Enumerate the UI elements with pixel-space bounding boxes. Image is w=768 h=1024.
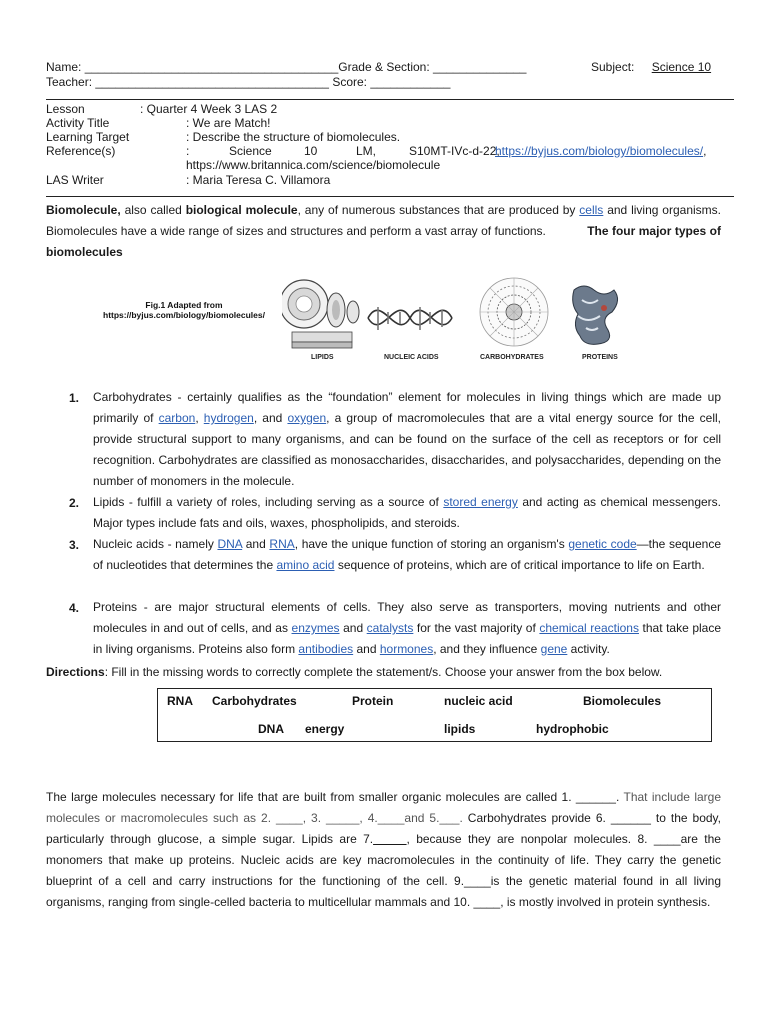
word-protein: Protein <box>352 694 394 708</box>
reference-word-3: LM, <box>356 144 377 158</box>
item4-text-d: that take place in living organisms. Proteins also form <box>93 621 722 656</box>
lesson-value: : Quarter 4 Week 3 LAS 2 <box>140 102 278 116</box>
figure-caption-line-1: Fig.1 Adapted from <box>145 300 223 310</box>
word-rna: RNA <box>167 694 193 708</box>
exercise-s2: That include large molecules or macromolecules such as 2. ____, 3. _____, 4.____and 5.___. <box>46 790 722 825</box>
byjus-link[interactable]: https://byjus.com/biology/biomolecules/ <box>495 144 704 158</box>
label-nucleic-acids: NUCLEIC ACIDS <box>384 354 439 361</box>
intro-text-2: , any of numerous substances that are produced by <box>297 203 580 217</box>
word-lipids: lipids <box>444 722 476 736</box>
item2-text-b: and acting as chemical messengers. Major types include fats and oils, waxes, phospholipids, and steroids. <box>93 495 721 530</box>
dna-link[interactable]: DNA <box>217 537 243 551</box>
reference-word-1: Science <box>229 144 272 158</box>
antibodies-link[interactable]: antibodies <box>298 642 354 656</box>
lesson-label: Lesson <box>46 102 85 116</box>
name-line <box>46 60 526 74</box>
word-hydrophobic: hydrophobic <box>536 722 609 736</box>
item4-text-e: and <box>353 642 380 656</box>
item3-text-b: and <box>242 537 270 551</box>
genetic-code-link[interactable]: genetic code <box>568 537 637 551</box>
amino-acid-link[interactable]: amino acid <box>276 558 335 572</box>
intro-bold: biological molecule <box>185 203 298 217</box>
item3-text-c: , have the unique function of storing an organism's <box>294 537 569 551</box>
rna-link[interactable]: RNA <box>269 537 295 551</box>
item3-text-d: —the sequence of nucleotides that determines the <box>93 537 722 572</box>
teacher-blank[interactable]: ___________________________________ <box>95 75 329 89</box>
teacher-label: Teacher: <box>46 75 93 89</box>
intro-term: Biomolecule, <box>46 203 121 217</box>
divider-top <box>46 99 734 100</box>
carbohydrates-illustration <box>480 278 548 346</box>
list-item-lipids <box>93 492 721 534</box>
target-label: Learning Target <box>46 130 130 144</box>
activity-label: Activity Title <box>46 116 110 130</box>
carbon-link[interactable]: carbon <box>158 411 196 425</box>
subject-value: Science 10 <box>651 60 712 74</box>
blank-7[interactable]: _____ <box>373 832 407 846</box>
grade-blank[interactable]: ______________ <box>433 60 527 74</box>
word-dna: DNA <box>258 722 284 736</box>
chemical-reactions-link[interactable]: chemical reactions <box>539 621 639 635</box>
word-energy: energy <box>305 722 345 736</box>
figure-caption-line-2: https://byjus.com/biology/biomolecules/ <box>103 310 265 320</box>
cells-link[interactable]: cells <box>579 203 604 217</box>
item4-text-f: , and they influence <box>433 642 541 656</box>
item4-text-c: for the vast majority of <box>413 621 540 635</box>
reference-line-2: https://www.britannica.com/science/biomolecule <box>186 158 441 172</box>
hydrogen-link[interactable]: hydrogen <box>203 411 254 425</box>
name-label: Name: <box>46 60 82 74</box>
list-number-1: 1. <box>69 391 80 405</box>
list-number-4: 4. <box>69 601 80 615</box>
list-item-proteins <box>93 597 721 660</box>
writer-value: : Maria Teresa C. Villamora <box>186 173 331 187</box>
item3-text-a: Nucleic acids - namely <box>93 537 218 551</box>
intro-paragraph <box>46 200 721 263</box>
exercise-s1: The large molecules necessary for life that are built from smaller organic molecules are called 1. ______. <box>46 790 624 804</box>
lipids-illustration <box>282 280 359 348</box>
score-label: Score: <box>332 75 367 89</box>
intro-four-types: The four major types of biomolecules <box>46 224 721 259</box>
list-item-carbohydrates <box>93 387 721 492</box>
list-number-3: 3. <box>69 538 80 552</box>
label-carbohydrates: CARBOHYDRATES <box>480 354 544 361</box>
directions-label: Directions <box>46 665 105 679</box>
subject-line <box>591 60 711 74</box>
intro-text-1: also called <box>120 203 186 217</box>
reference-comma: , <box>703 144 707 158</box>
item1-text-b: , <box>195 411 204 425</box>
word-biomolecules: Biomolecules <box>583 694 662 708</box>
list-item-nucleic-acids <box>93 534 721 576</box>
hormones-link[interactable]: hormones <box>379 642 434 656</box>
exercise-s3: Carbohydrates provide 6. ______ to the body, particularly through glucose, a simple sugar. Lipids are 7. <box>46 811 722 846</box>
item1-text-d: , a group of macromolecules that are a vital energy source for the cell, provide structural support to many organisms, and can be found on the surface of the cell as receptors or for cell recognition. Carbohydrates are classified as monosaccharides, disaccharides, and polysaccharides, depending on the number of monomers in the molecule. <box>93 411 722 488</box>
proteins-illustration <box>573 286 618 344</box>
oxygen-link[interactable]: oxygen <box>287 411 327 425</box>
directions-text: : Fill in the missing words to correctly complete the statement/s. Choose your answer from the box below. <box>104 665 663 679</box>
reference-label: Reference(s) <box>46 144 116 158</box>
reference-word-4: S10MT-IVc-d-22, <box>409 144 500 158</box>
writer-label: LAS Writer <box>46 173 104 187</box>
word-carbohydrates: Carbohydrates <box>212 694 297 708</box>
catalysts-link[interactable]: catalysts <box>366 621 414 635</box>
item4-text-g: activity. <box>567 642 610 656</box>
reference-prefix: : <box>186 144 190 158</box>
item3-text-e: sequence of proteins, which are of critical importance to life on Earth. <box>334 558 705 572</box>
item4-text-a: Proteins - are major structural elements of cells. They also serve as transporters, moving nutrients and other molecules in and out of cells, and as <box>93 600 721 635</box>
name-blank[interactable]: ______________________________________ <box>84 60 339 74</box>
item1-text-a: Carbohydrates - certainly qualifies as the “foundation” element for molecules in living things which are made up primarily of <box>93 390 721 425</box>
reference-link <box>495 144 706 158</box>
word-nucleic-acid: nucleic acid <box>444 694 513 708</box>
target-value: : Describe the structure of biomolecules. <box>186 130 401 144</box>
stored-energy-link[interactable]: stored energy <box>443 495 518 509</box>
activity-value: : We are Match! <box>186 116 271 130</box>
item2-text-a: Lipids - fulfill a variety of roles, including serving as a source of <box>93 495 444 509</box>
list-number-2: 2. <box>69 496 80 510</box>
directions <box>46 665 662 679</box>
intro-text-3: and living organisms. Biomolecules have a wide range of sizes and structures and perform a vast array of functions. <box>46 203 721 238</box>
score-blank[interactable]: ____________ <box>370 75 451 89</box>
enzymes-link[interactable]: enzymes <box>291 621 340 635</box>
item4-text-b: and <box>339 621 367 635</box>
label-proteins: PROTEINS <box>582 354 618 361</box>
teacher-line <box>46 75 450 89</box>
reference-word-2: 10 <box>304 144 318 158</box>
nucleic-acids-illustration <box>368 307 452 330</box>
label-lipids: LIPIDS <box>311 354 334 361</box>
gene-link[interactable]: gene <box>540 642 568 656</box>
grade-label: Grade & Section: <box>338 60 430 74</box>
exercise-paragraph <box>46 787 721 913</box>
subject-label: Subject: <box>591 60 635 74</box>
item1-text-c: , and <box>253 411 288 425</box>
divider-mid <box>46 196 734 197</box>
figure-caption <box>86 300 282 320</box>
exercise-s4: , because they are nonpolar molecules. 8. ____are the monomers that make up proteins. Nucleic acids are key macromolecules in the continuity of life. They carry the genetic blueprint of a cell and carry instructions for the functioning of the cell. 9.____is the genetic material found in all living organisms, ranging from single-celled bacteria to multicellular mammals and 10. ____, is mostly involved in protein synthesis. <box>46 832 721 909</box>
